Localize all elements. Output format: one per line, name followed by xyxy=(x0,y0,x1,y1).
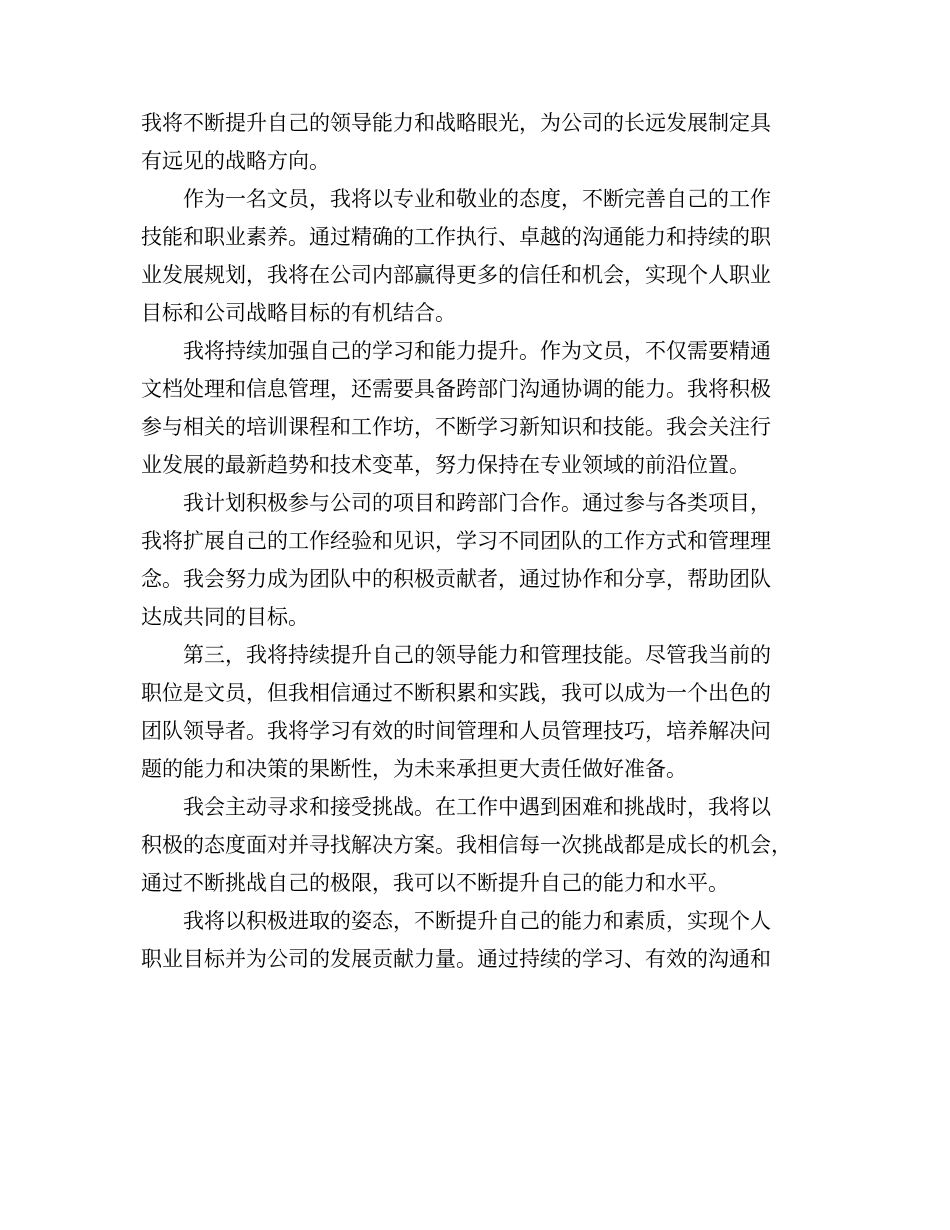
text-line: 有远见的战略方向。 xyxy=(141,149,330,173)
text-line: 技能和职业素养。通过精确的工作执行、卓越的沟通能力和持续的职 xyxy=(141,225,771,249)
text-line: 达成共同的目标。 xyxy=(141,605,309,629)
paragraph-first-line: 我将持续加强自己的学习和能力提升。作为文员，不仅需要精通 xyxy=(183,339,771,363)
paragraph-first-line: 我计划积极参与公司的项目和跨部门合作。通过参与各类项目， xyxy=(183,491,771,515)
paragraph-first-line: 第三，我将持续提升自己的领导能力和管理技能。尽管我当前的 xyxy=(183,643,771,667)
text-line: 通过不断挑战自己的极限，我可以不断提升自己的能力和水平。 xyxy=(141,871,729,895)
text-line: 团队领导者。我将学习有效的时间管理和人员管理技巧，培养解决问 xyxy=(141,719,771,743)
text-line: 业发展规划，我将在公司内部赢得更多的信任和机会，实现个人职业 xyxy=(141,263,771,287)
text-line: 参与相关的培训课程和工作坊，不断学习新知识和技能。我会关注行 xyxy=(141,415,771,439)
text-line: 念。我会努力成为团队中的积极贡献者，通过协作和分享，帮助团队 xyxy=(141,567,771,591)
paragraph-first-line: 作为一名文员，我将以专业和敬业的态度，不断完善自己的工作 xyxy=(183,187,771,211)
text-line: 题的能力和决策的果断性，为未来承担更大责任做好准备。 xyxy=(141,757,687,781)
text-line: 我将不断提升自己的领导能力和战略眼光，为公司的长远发展制定具 xyxy=(141,111,771,135)
text-line: 职位是文员，但我相信通过不断积累和实践，我可以成为一个出色的 xyxy=(141,681,771,705)
text-line: 目标和公司战略目标的有机结合。 xyxy=(141,301,456,325)
text-line: 文档处理和信息管理，还需要具备跨部门沟通协调的能力。我将积极 xyxy=(141,377,771,401)
text-line: 我将扩展自己的工作经验和见识，学习不同团队的工作方式和管理理 xyxy=(141,529,771,553)
paragraph-first-line: 我将以积极进取的姿态，不断提升自己的能力和素质，实现个人 xyxy=(183,909,771,933)
paragraph-first-line: 我会主动寻求和接受挑战。在工作中遇到困难和挑战时，我将以 xyxy=(183,795,771,819)
text-line: 业发展的最新趋势和技术变革，努力保持在专业领域的前沿位置。 xyxy=(141,453,750,477)
text-line: 职业目标并为公司的发展贡献力量。通过持续的学习、有效的沟通和 xyxy=(141,947,771,971)
text-line: 积极的态度面对并寻找解决方案。我相信每一次挑战都是成长的机会， xyxy=(141,833,792,857)
body-text xyxy=(141,104,831,978)
